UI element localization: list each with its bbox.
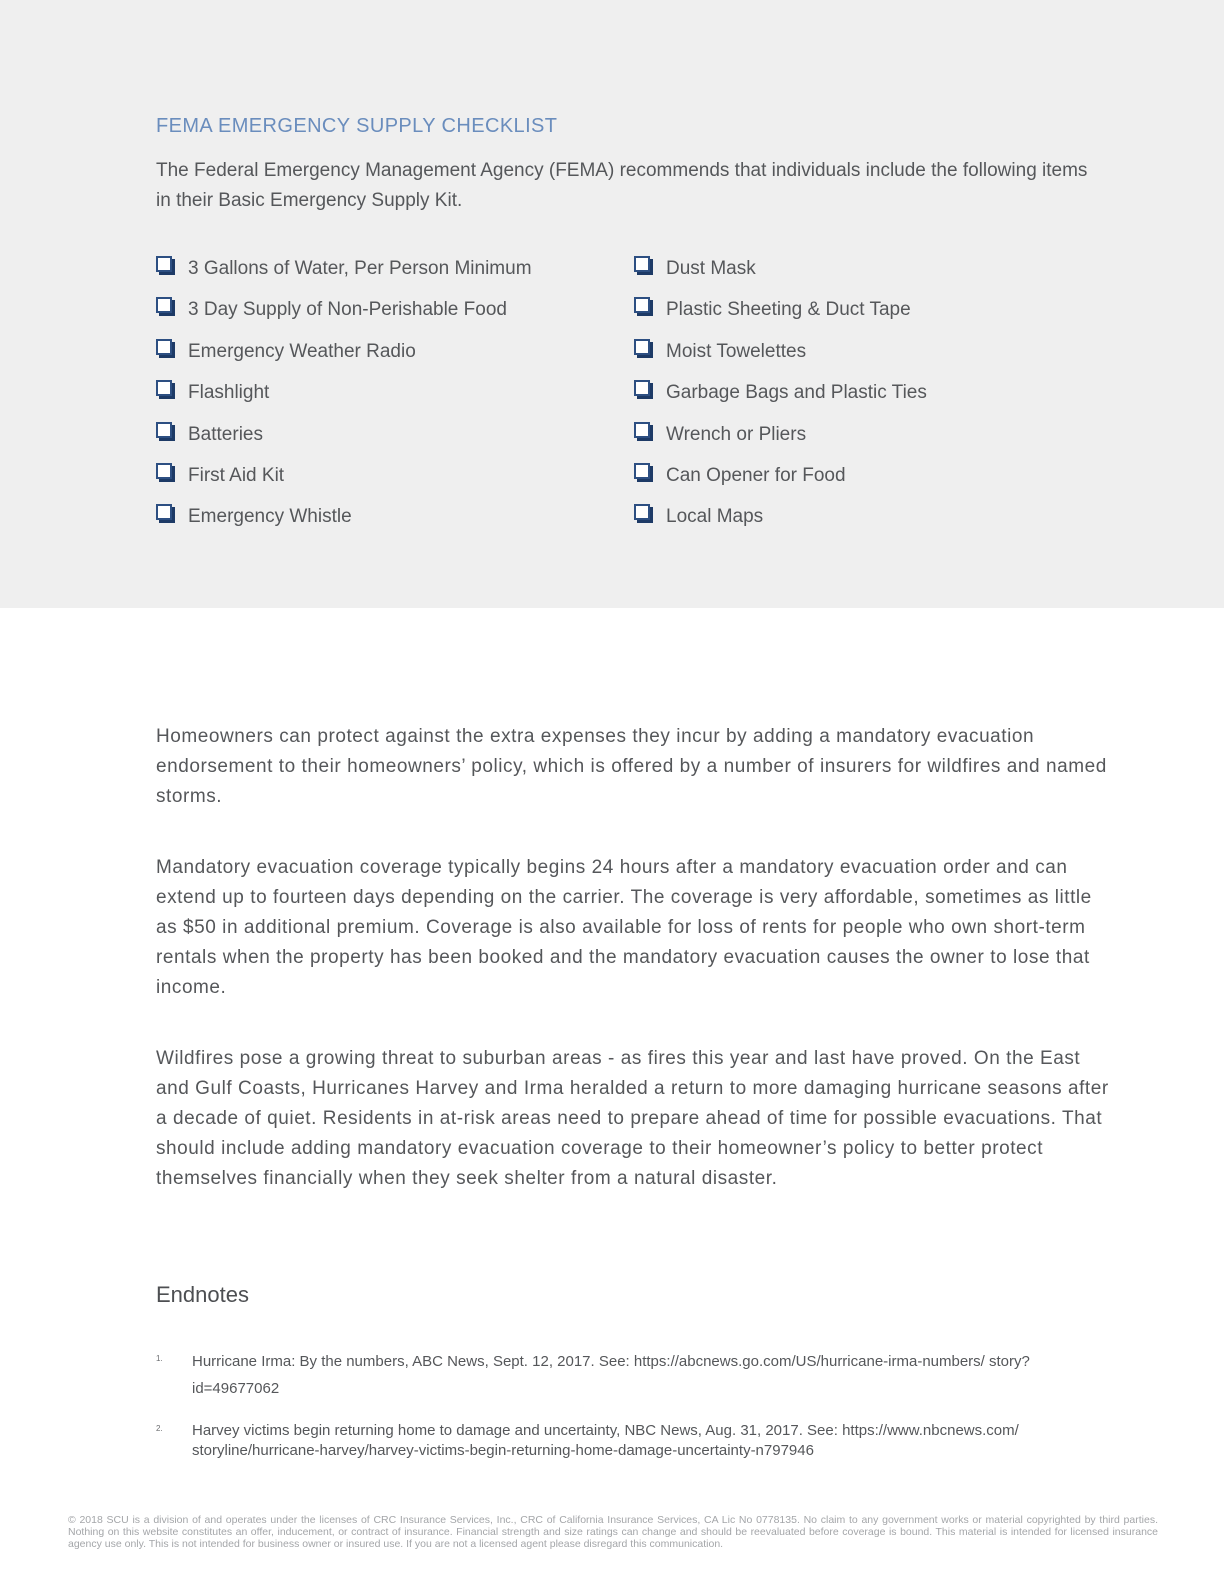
endnote-text: Hurricane Irma: By the numbers, ABC News, Sept. 12, 2017. See: https://abcnews.go.com/US/hurricane-irma-numbers/ story?id=49677062 bbox=[192, 1353, 1030, 1397]
checklist-item-label: Plastic Sheeting & Duct Tape bbox=[666, 299, 911, 321]
checklist-item bbox=[156, 254, 532, 295]
checklist-item bbox=[156, 502, 532, 543]
checklist-item bbox=[634, 337, 927, 378]
checklist-item-label: Dust Mask bbox=[666, 258, 756, 279]
checkbox-icon bbox=[634, 339, 650, 355]
checklist-item bbox=[634, 254, 927, 295]
checklist-item-label: Moist Towelettes bbox=[666, 340, 807, 362]
checklist-item bbox=[156, 461, 532, 502]
checkbox-icon bbox=[156, 256, 172, 272]
checkbox-icon bbox=[634, 297, 650, 313]
checklist-item bbox=[634, 378, 927, 419]
checkbox-icon bbox=[634, 463, 650, 479]
checklist-item-label: 3 Gallons of Water, Per Person Minimum bbox=[188, 258, 532, 279]
checklist-item bbox=[156, 295, 532, 336]
checklist-item-label: Garbage Bags and Plastic Ties bbox=[666, 382, 927, 404]
checklist-item bbox=[634, 502, 927, 543]
body-paragraph: Mandatory evacuation coverage typically begins 24 hours after a mandatory evacuation order and can extend up to fourteen days depending on the carrier. The coverage is very affordable, sometimes as little as $50 in additional premium. Coverage is also available for loss of rents for people who own short-term rentals when the property has been booked and the mandatory evacuation causes the owner to lose that income. bbox=[156, 857, 1092, 998]
checkbox-icon bbox=[634, 380, 650, 396]
checklist-item bbox=[156, 420, 532, 461]
checkbox-icon bbox=[156, 504, 172, 520]
checklist-right-column bbox=[634, 254, 927, 544]
checklist-item-label: 3 Day Supply of Non-Perishable Food bbox=[188, 299, 507, 321]
checklist-item-label: Flashlight bbox=[188, 382, 270, 404]
body-paragraph: Wildfires pose a growing threat to suburban areas - as fires this year and last have proved. On the East and Gulf Coasts, Hurricanes Harvey and Irma heralded a return to more damaging hurricane seasons after a decade of quiet. Residents in at-risk areas need to prepare ahead of time for possible evacuations. That should include adding mandatory evacuation coverage to their homeowner’s policy to better protect themselves financially when they seek shelter from a natural disaster. bbox=[156, 1048, 1109, 1189]
checklist-item-label: Emergency Whistle bbox=[188, 506, 352, 528]
checklist-item bbox=[634, 295, 927, 336]
checklist-item bbox=[634, 461, 927, 502]
checklist-item bbox=[156, 337, 532, 378]
endnote-number: 1. bbox=[156, 1354, 163, 1363]
checklist-title: FEMA EMERGENCY SUPPLY CHECKLIST bbox=[156, 115, 558, 137]
checklist-item bbox=[156, 378, 532, 419]
checklist-item-label: Local Maps bbox=[666, 506, 764, 528]
checkbox-icon bbox=[156, 297, 172, 313]
checkbox-icon bbox=[156, 380, 172, 396]
checkbox-icon bbox=[634, 504, 650, 520]
checkbox-icon bbox=[156, 339, 172, 355]
checklist-item-label: Emergency Weather Radio bbox=[188, 340, 416, 362]
checkbox-icon bbox=[156, 463, 172, 479]
endnote-number: 2. bbox=[156, 1424, 163, 1433]
checklist-item-label: First Aid Kit bbox=[188, 464, 285, 486]
checklist-item-label: Wrench or Pliers bbox=[666, 423, 807, 445]
checkbox-icon bbox=[156, 422, 172, 438]
checklist-item bbox=[634, 420, 927, 461]
checklist-item-label: Can Opener for Food bbox=[666, 464, 846, 486]
endnotes-heading: Endnotes bbox=[156, 1282, 249, 1307]
legal-disclaimer: © 2018 SCU is a division of and operates under the licenses of CRC Insurance Services, Inc., CRC of California Insurance Services, CA Lic No 0778135. No claim to any government works or material copyrighted by third parties. Nothing on this website constitutes an offer, inducement, or contract of insurance. Financial strength and size ratings can change and should be reevaluated before coverage is bound. This material is intended for licensed insurance agency use only. This is not intended for business owner or insured use. If you are not a licensed agent please disregard this communication. bbox=[68, 1514, 1158, 1550]
checkbox-icon bbox=[634, 422, 650, 438]
fema-checklist-panel bbox=[0, 0, 1224, 608]
checklist-item-label: Batteries bbox=[188, 423, 263, 445]
checkbox-icon bbox=[634, 256, 650, 272]
body-paragraph: Homeowners can protect against the extra expenses they incur by adding a mandatory evacuation endorsement to their homeowners’ policy, which is offered by a number of insurers for wildfires and named storms. bbox=[156, 726, 1107, 807]
checklist-left-column bbox=[156, 254, 532, 544]
checklist-intro: The Federal Emergency Management Agency (FEMA) recommends that individuals include the following items in their Basic Emergency Supply Kit. bbox=[156, 160, 1088, 211]
endnote-text: Harvey victims begin returning home to damage and uncertainty, NBC News, Aug. 31, 2017. See: https://www.nbcnews.com/ storyline/hurricane-harvey/harvey-victims-begin-returning-home-damage-uncertainty-n797946 bbox=[192, 1422, 1019, 1459]
